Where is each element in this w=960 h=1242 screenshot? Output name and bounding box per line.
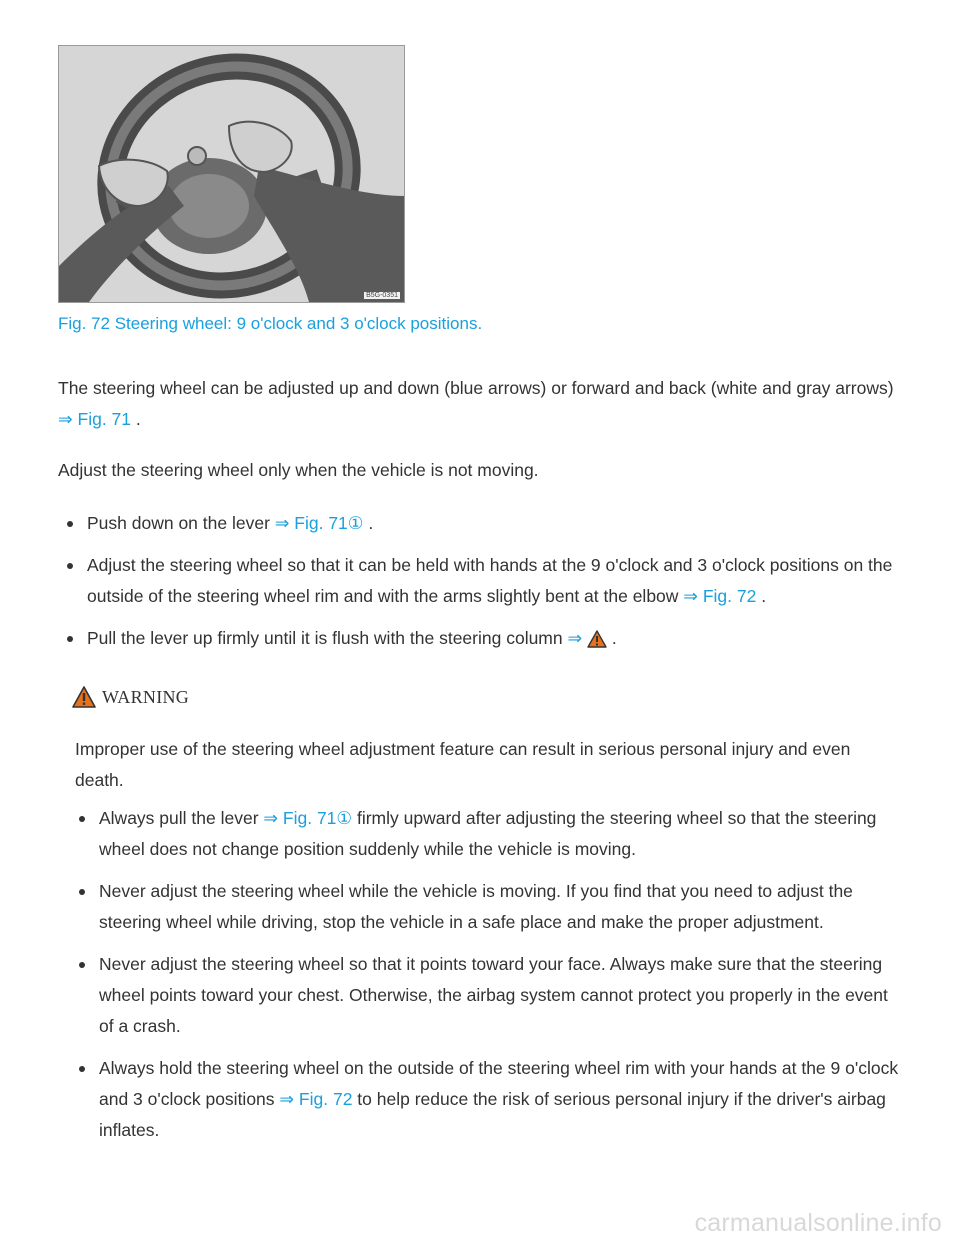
list-item: [70, 803, 900, 865]
warning-item-text: Never adjust the steering wheel while the vehicle is moving. If you find that you need to adjust the steering wheel while driving, stop the vehicle in a safe place and make the proper adjustment.: [99, 881, 853, 932]
figure-caption: Fig. 72 Steering wheel: 9 o'clock and 3 o'clock positions.: [58, 314, 483, 333]
intro-paragraph: [58, 373, 908, 435]
list-item: [70, 1053, 900, 1146]
warning-item-text: Always pull the lever: [99, 808, 264, 828]
bullet-dot: [79, 1066, 85, 1072]
steps-list: [58, 508, 908, 665]
warning-list: [70, 803, 900, 1157]
fig-71-link[interactable]: ⇒ Fig. 71①: [263, 808, 353, 828]
list-item: [58, 550, 908, 612]
list-item: [70, 876, 900, 938]
warning-link[interactable]: ⇒: [567, 628, 583, 648]
warning-triangle-icon[interactable]: [587, 630, 607, 648]
step-end: .: [756, 586, 767, 606]
bullet-dot: [67, 563, 73, 569]
bullet-dot: [79, 962, 85, 968]
intro-text: The steering wheel can be adjusted up and down (blue arrows) or forward and back (white and gray arrows): [58, 378, 894, 398]
step-text: Push down on the lever: [87, 513, 275, 533]
intro-end: .: [131, 409, 141, 429]
fig-71-link[interactable]: ⇒ Fig. 71①: [274, 513, 364, 533]
bullet-dot: [79, 816, 85, 822]
step-end: .: [363, 513, 374, 533]
warning-title: WARNING: [102, 687, 190, 707]
fig-71-link[interactable]: ⇒ Fig. 71: [58, 409, 132, 429]
step-text: Adjust the steering wheel so that it can be held with hands at the 9 o'clock and 3 o'clock positions on the outside of the steering wheel rim and with the arms slightly bent at the elbow: [87, 555, 893, 606]
list-item: [70, 949, 900, 1042]
warning-item-text: Always hold the steering wheel on the outside of the steering wheel rim with your hands at the 9 o'clock and 3 o'clock positions: [99, 1058, 899, 1109]
step-text: Pull the lever up firmly until it is flush with the steering column: [87, 628, 568, 648]
warning-item-text: Never adjust the steering wheel so that it points toward your face. Always make sure that the steering wheel points toward your chest. Otherwise, the airbag system cannot protect you properly in the event of a crash.: [99, 954, 888, 1036]
fig-72-link[interactable]: ⇒ Fig. 72: [683, 586, 757, 606]
watermark: carmanualsonline.info: [694, 1209, 942, 1237]
bullet-dot: [67, 521, 73, 527]
warning-item-rest: to help reduce the risk of serious personal injury if the driver's airbag inflates.: [99, 1089, 886, 1140]
list-item: [58, 623, 908, 654]
list-item: [58, 508, 908, 539]
step-end: .: [607, 628, 617, 648]
steering-wheel-illustration: [59, 46, 404, 302]
warning-heading: [72, 686, 189, 708]
fig-72-link[interactable]: ⇒ Fig. 72: [279, 1089, 353, 1109]
figure-code: B5G-0351: [366, 292, 398, 299]
warning-item-rest: firmly upward after adjusting the steering wheel so that the steering wheel does not change position suddenly while the vehicle is moving.: [99, 808, 877, 859]
bullet-dot: [67, 636, 73, 642]
bullet-dot: [79, 889, 85, 895]
figure-steering-wheel: [58, 45, 405, 303]
warning-triangle-icon: [72, 686, 96, 708]
warning-intro: Improper use of the steering wheel adjustment feature can result in serious personal injury and even death.: [75, 739, 851, 790]
instruction-paragraph: Adjust the steering wheel only when the vehicle is not moving.: [58, 460, 539, 480]
